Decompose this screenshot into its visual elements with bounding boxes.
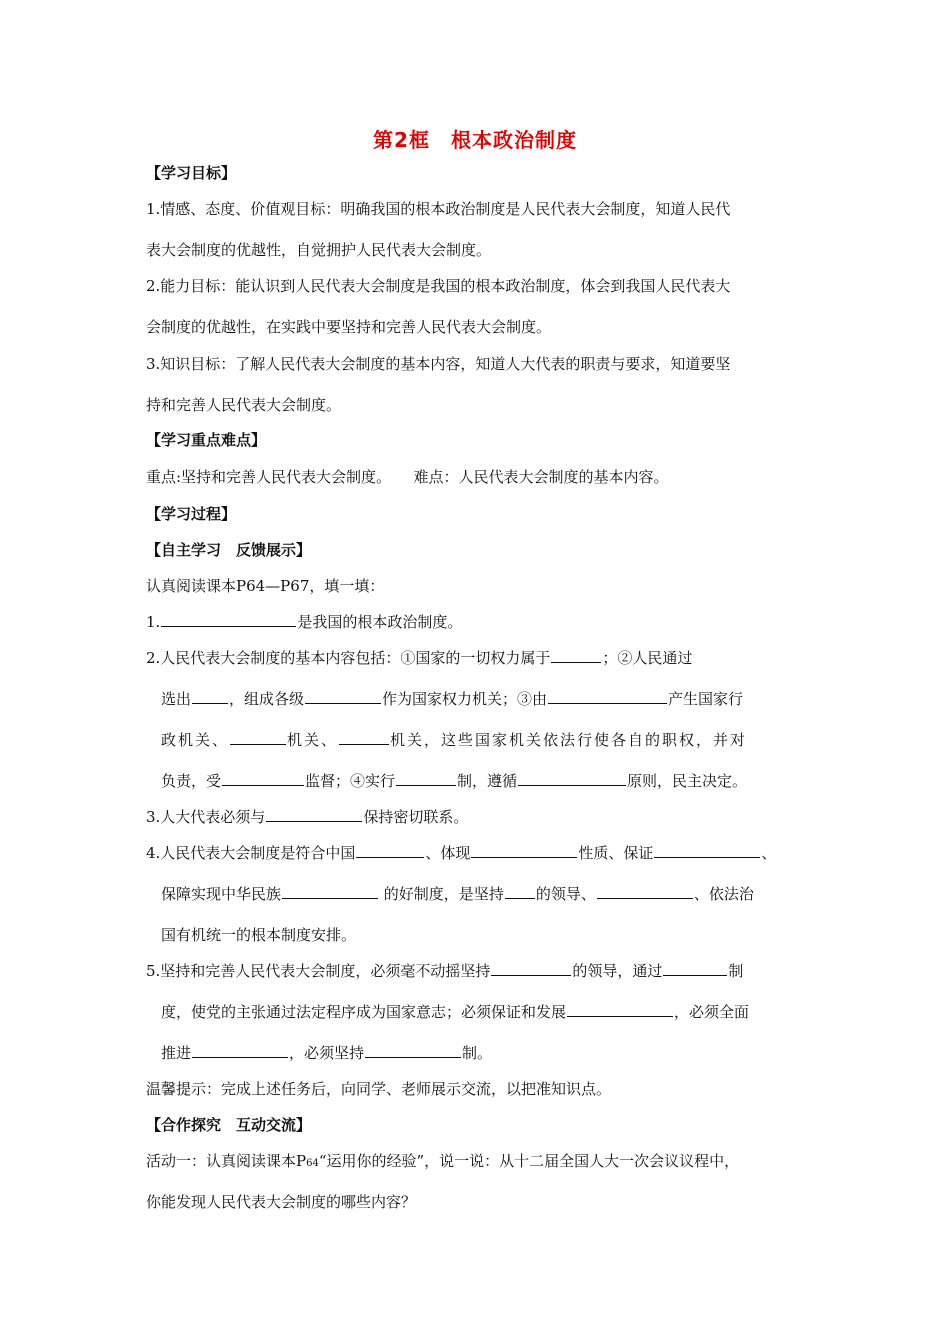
answer-blank[interactable] [222,771,304,786]
q5-text: 度，使党的主张通过法定程序成为国家意志；必须保证和发展 [161,1003,567,1021]
question-5-line-2 [161,1002,749,1022]
q4-text: 、体现 [425,844,471,862]
goals-heading: 【学习目标】 [146,164,237,182]
answer-blank[interactable] [471,843,577,858]
answer-blank[interactable] [518,771,626,786]
q1-text: 是我国的根本政治制度。 [297,613,463,631]
q5-text: 制。 [462,1044,493,1062]
q1-number: 1. [146,613,161,631]
self-study-heading: 【自主学习 反馈展示】 [146,541,312,559]
page-title: 第2框 根本政治制度 [373,128,577,152]
q2-text: 制，遵循 [457,772,518,790]
q2-text: 政机关、 [161,731,230,749]
question-5-line-1 [146,961,743,981]
answer-blank[interactable] [654,843,760,858]
q4-text: 4.人民代表大会制度是符合中国 [146,844,356,862]
q2-text: 产生国家行 [668,690,744,708]
answer-blank[interactable] [266,807,362,822]
q2-text: ；②人民通过 [602,649,693,667]
goal-1-line-1: 1.情感、态度、价值观目标：明确我国的根本政治制度是人民代表大会制度，知道人民代 [146,200,731,218]
goal-2-line-2: 会制度的优越性，在实践中要坚持和完善人民代表大会制度。 [146,318,552,336]
answer-blank[interactable] [567,1002,673,1017]
answer-blank[interactable] [396,771,456,786]
answer-blank[interactable] [365,1043,461,1058]
goal-3-line-1: 3.知识目标：了解人民代表大会制度的基本内容，知道人大代表的职责与要求，知道要坚 [146,355,731,373]
answer-blank[interactable] [282,884,378,899]
q2-text: ，组成各级 [229,690,305,708]
question-2-line-3 [161,730,747,750]
keypoints-text: 重点:坚持和完善人民代表大会制度。 难点：人民代表大会制度的基本内容。 [146,468,669,486]
answer-blank[interactable] [192,689,228,704]
self-study-intro: 认真阅读课本P64—P67，填一填： [146,577,385,595]
question-4-line-1 [146,843,776,863]
answer-blank[interactable] [597,884,693,899]
q5-text: 的领导，通过 [572,962,663,980]
q3-text: 3.人大代表必须与 [146,808,266,826]
goal-1-line-2: 表大会制度的优越性，自觉拥护人民代表大会制度。 [146,241,492,259]
q2-text: 原则，民主决定。 [627,772,748,790]
q4-text: 的好制度，是坚持 [383,885,504,903]
q2-text: 负责，受 [161,772,222,790]
q4-text: 的领导、 [535,885,596,903]
answer-blank[interactable] [663,961,727,976]
question-2-line-2 [161,689,743,709]
answer-blank[interactable] [491,961,571,976]
q2-text: 机关、 [287,731,339,749]
question-2-line-1 [146,648,692,668]
answer-blank[interactable] [192,1043,288,1058]
keypoints-heading: 【学习重点难点】 [146,431,267,449]
q2-text: 监督；④实行 [305,772,396,790]
answer-blank[interactable] [548,689,667,704]
q4-text: 性质、保证 [578,844,654,862]
question-5-line-3 [161,1043,492,1063]
tip-text: 温馨提示：完成上述任务后，向同学、老师展示交流，以把准知识点。 [146,1080,612,1098]
activity-1-line-1 [146,1151,739,1174]
q2-text: 2.人民代表大会制度的基本内容包括：①国家的一切权力属于 [146,649,551,667]
q2-text: 作为国家权力机关；③由 [382,690,548,708]
answer-blank[interactable] [505,884,535,899]
question-4-line-3: 国有机统一的根本制度安排。 [161,926,357,944]
page-subscript: 64 [306,1158,319,1169]
question-3 [146,807,468,827]
q4-text: 、依法治 [693,885,754,903]
q5-text: ，必须全面 [674,1003,750,1021]
q2-text: 选出 [161,690,192,708]
answer-blank[interactable] [551,648,601,663]
answer-blank[interactable] [305,689,381,704]
q4-text: 保障实现中华民族 [161,885,282,903]
answer-blank[interactable] [356,843,424,858]
activity-text: 活动一：认真阅读课本P [146,1152,307,1170]
cooperation-heading: 【合作探究 互动交流】 [146,1116,312,1134]
q4-text: 、 [761,844,777,862]
goal-2-line-1: 2.能力目标：能认识到人民代表大会制度是我国的根本政治制度，体会到我国人民代表大 [146,277,731,295]
q5-text: 推进 [161,1044,192,1062]
q5-text: ，必须坚持 [289,1044,365,1062]
question-4-line-2 [161,884,754,904]
question-1 [146,612,462,632]
q5-text: 5.坚持和完善人民代表大会制度，必须毫不动摇坚持 [146,962,491,980]
question-2-line-4 [161,771,747,791]
goal-3-line-2: 持和完善人民代表大会制度。 [146,396,342,414]
answer-blank[interactable] [161,612,296,627]
answer-blank[interactable] [339,730,389,745]
process-heading: 【学习过程】 [146,505,237,523]
activity-1-line-2: 你能发现人民代表大会制度的哪些内容？ [146,1193,417,1211]
q2-text: 机关，这些国家机关依法行使各自的职权，并对 [390,731,748,749]
q5-text: 制 [728,962,744,980]
activity-text: “运用你的经验”，说一说：从十二届全国人大一次会议议程中， [318,1152,740,1170]
q3-text: 保持密切联系。 [363,808,469,826]
answer-blank[interactable] [230,730,286,745]
